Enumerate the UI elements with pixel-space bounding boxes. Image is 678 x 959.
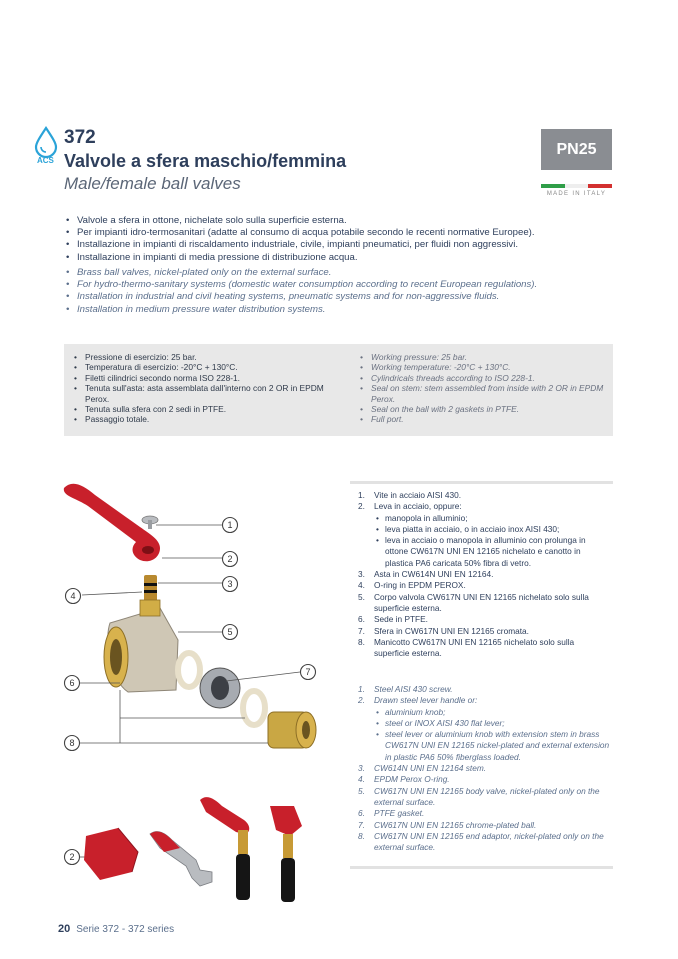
list-item: 4. EPDM Perox O-ring. (358, 774, 450, 785)
list-item: 7. CW617N UNI EN 12165 chrome-plated ball. (358, 819, 537, 830)
intro-list-it (64, 215, 535, 264)
list-item: 6. Sede in PTFE. (358, 614, 428, 625)
divider (350, 481, 613, 484)
divider (350, 866, 613, 869)
list-item: 2. Drawn steel lever handle or: • aluminium knob; • steel or INOX AISI 430 flat lever; • steel lever or aluminium knob with extension stem in brass CW617N UNI EN 12165 nickel-plated and external extension in plastic PA6 50% fiberglass loaded. (350, 695, 610, 763)
list-item: • Installazione in impianti di media pressione di distribuzione acqua. (64, 252, 535, 264)
list-item: 6. PTFE gasket. (358, 808, 425, 819)
page-number: 20 (58, 923, 71, 935)
specs-it (72, 352, 342, 425)
gasket (243, 691, 265, 725)
list-item: • Installation in medium pressure water distribution systems. (64, 304, 537, 316)
list-item: • Installation in industrial and civil heating systems, pneumatic systems and for non-aggressive fluids. (64, 291, 537, 303)
red-lever-extension (200, 797, 249, 834)
list-subitem: • aluminium knob; (374, 707, 610, 718)
made-in-italy: MADE IN ITALY (546, 191, 607, 197)
list-item: 7. Sfera in CW617N UNI EN 12165 cromata. (358, 625, 529, 636)
list-item: • Working pressure: 25 bar. (358, 352, 610, 362)
page-title: Valvole a sfera maschio/femmina (64, 151, 347, 171)
page-subtitle: Male/female ball valves (64, 174, 241, 193)
italian-flag-icon (541, 184, 612, 188)
page-footer (58, 923, 174, 935)
callout-label: 2 (227, 554, 233, 564)
list-item: • Tenuta sull'asta: asta assemblata dall'interno con 2 OR in EPDM Perox. (72, 383, 342, 404)
list-item: 5. Corpo valvola CW617N UNI EN 12165 nichelato solo sulla superficie esterna. (358, 591, 589, 613)
list-item: • Cylindricals threads according to ISO 228-1. (358, 373, 610, 383)
callout-label: 3 (227, 579, 233, 589)
list-item: • Seal on stem: stem assembled from inside with 2 OR in EPDM Perox. (358, 383, 610, 404)
list-item: 3. Asta in CW614N UNI EN 12164. (358, 569, 494, 580)
list-item: • Filetti cilindrici secondo norma ISO 228-1. (72, 373, 342, 383)
gasket (178, 653, 200, 687)
list-subitem: • manopola in alluminio; (374, 513, 610, 524)
specs-en (358, 352, 610, 425)
parts-list-en (350, 684, 610, 853)
pressure-badge: PN25 (541, 129, 612, 170)
list-subitem: • steel lever or aluminium knob with extension stem in brass CW617N UNI EN 12165 nickel-plated and external extension in plastic PA6 50% fiberglass loaded. (374, 729, 610, 763)
list-subitem: • leva in acciaio o manopola in alluminio con prolunga in ottone CW617N UNI EN 12165 nichelato e canotto in plastica PA6 caricata 50% fibra di vetro. (374, 535, 610, 569)
series-label: Serie 372 - 372 series (76, 924, 175, 935)
list-item: • Seal on the ball with 2 gaskets in PTFE. (358, 404, 610, 414)
list-item: 1. Vite in acciaio AISI 430. (358, 490, 462, 500)
list-subitem: • leva piatta in acciaio, o in acciaio inox AISI 430; (374, 524, 610, 535)
list-item: 5. CW617N UNI EN 12165 body valve, nickel-plated only on the external surface. (358, 785, 600, 807)
list-item: 8. Manicotto CW617N UNI EN 12165 nichelato solo sulla superficie esterna. (358, 636, 575, 659)
model-number: 372 (64, 127, 96, 148)
callout-label: 5 (227, 627, 233, 637)
list-item: • For hydro-thermo-sanitary systems (domestic water consumption according to recent European regulations). (64, 279, 537, 291)
list-item: • Pressione di esercizio: 25 bar. (72, 352, 342, 362)
red-knob (84, 828, 138, 880)
list-subitem: • steel or INOX AISI 430 flat lever; (374, 718, 610, 729)
callout-label: 1 (227, 520, 233, 530)
list-item: • Per impianti idro-termosanitari (adatte al consumo di acqua potabile secondo le recenti normative Europee). (64, 227, 535, 239)
stem (144, 575, 157, 603)
list-item: 1. Steel AISI 430 screw. (358, 684, 453, 694)
callout-label: 8 (69, 738, 75, 748)
list-item: 2. Leva in acciaio, oppure: • manopola in alluminio; • leva piatta in acciaio, o in acciaio inox AISI 430; • leva in acciaio o manopola in alluminio con prolunga in ottone CW617N UNI EN 12165 nichelato e canotto in plastica PA6 caricata 50% fibra di vetro. (350, 501, 610, 569)
list-item: 3. CW614N UNI EN 12164 stem. (358, 763, 487, 774)
acs-label: ACS (37, 156, 54, 165)
callout-label: 6 (69, 678, 75, 688)
alternative-levers (84, 797, 302, 902)
list-item: • Passaggio totale. (72, 414, 342, 424)
callout-label: 4 (70, 591, 76, 601)
callout-label: 2 (69, 852, 75, 862)
list-item: • Brass ball valves, nickel-plated only on the external surface. (64, 267, 537, 279)
list-item: • Temperatura di esercizio: -20°C + 130°C. (72, 362, 342, 372)
list-item: • Tenuta sulla sfera con 2 sedi in PTFE. (72, 404, 342, 414)
parts-list-it (350, 490, 610, 659)
callout-label: 7 (305, 667, 311, 677)
list-item: • Working temperature: -20°C + 130°C. (358, 362, 610, 372)
red-knob-extension (270, 806, 302, 836)
list-item: • Valvole a sfera in ottone, nichelate solo sulla superficie esterna. (64, 215, 535, 227)
list-item: • Full port. (358, 414, 610, 424)
intro-list-en (64, 267, 537, 316)
list-item: 4. O-ring in EPDM PEROX. (358, 580, 466, 591)
list-item: 8. CW617N UNI EN 12165 end adaptor, nickel-plated only on the external surface. (358, 830, 604, 853)
list-item: • Installazione in impianti di riscaldamento industriale, civile, impianti pneumatici, per fluidi non aggressivi. (64, 239, 535, 251)
